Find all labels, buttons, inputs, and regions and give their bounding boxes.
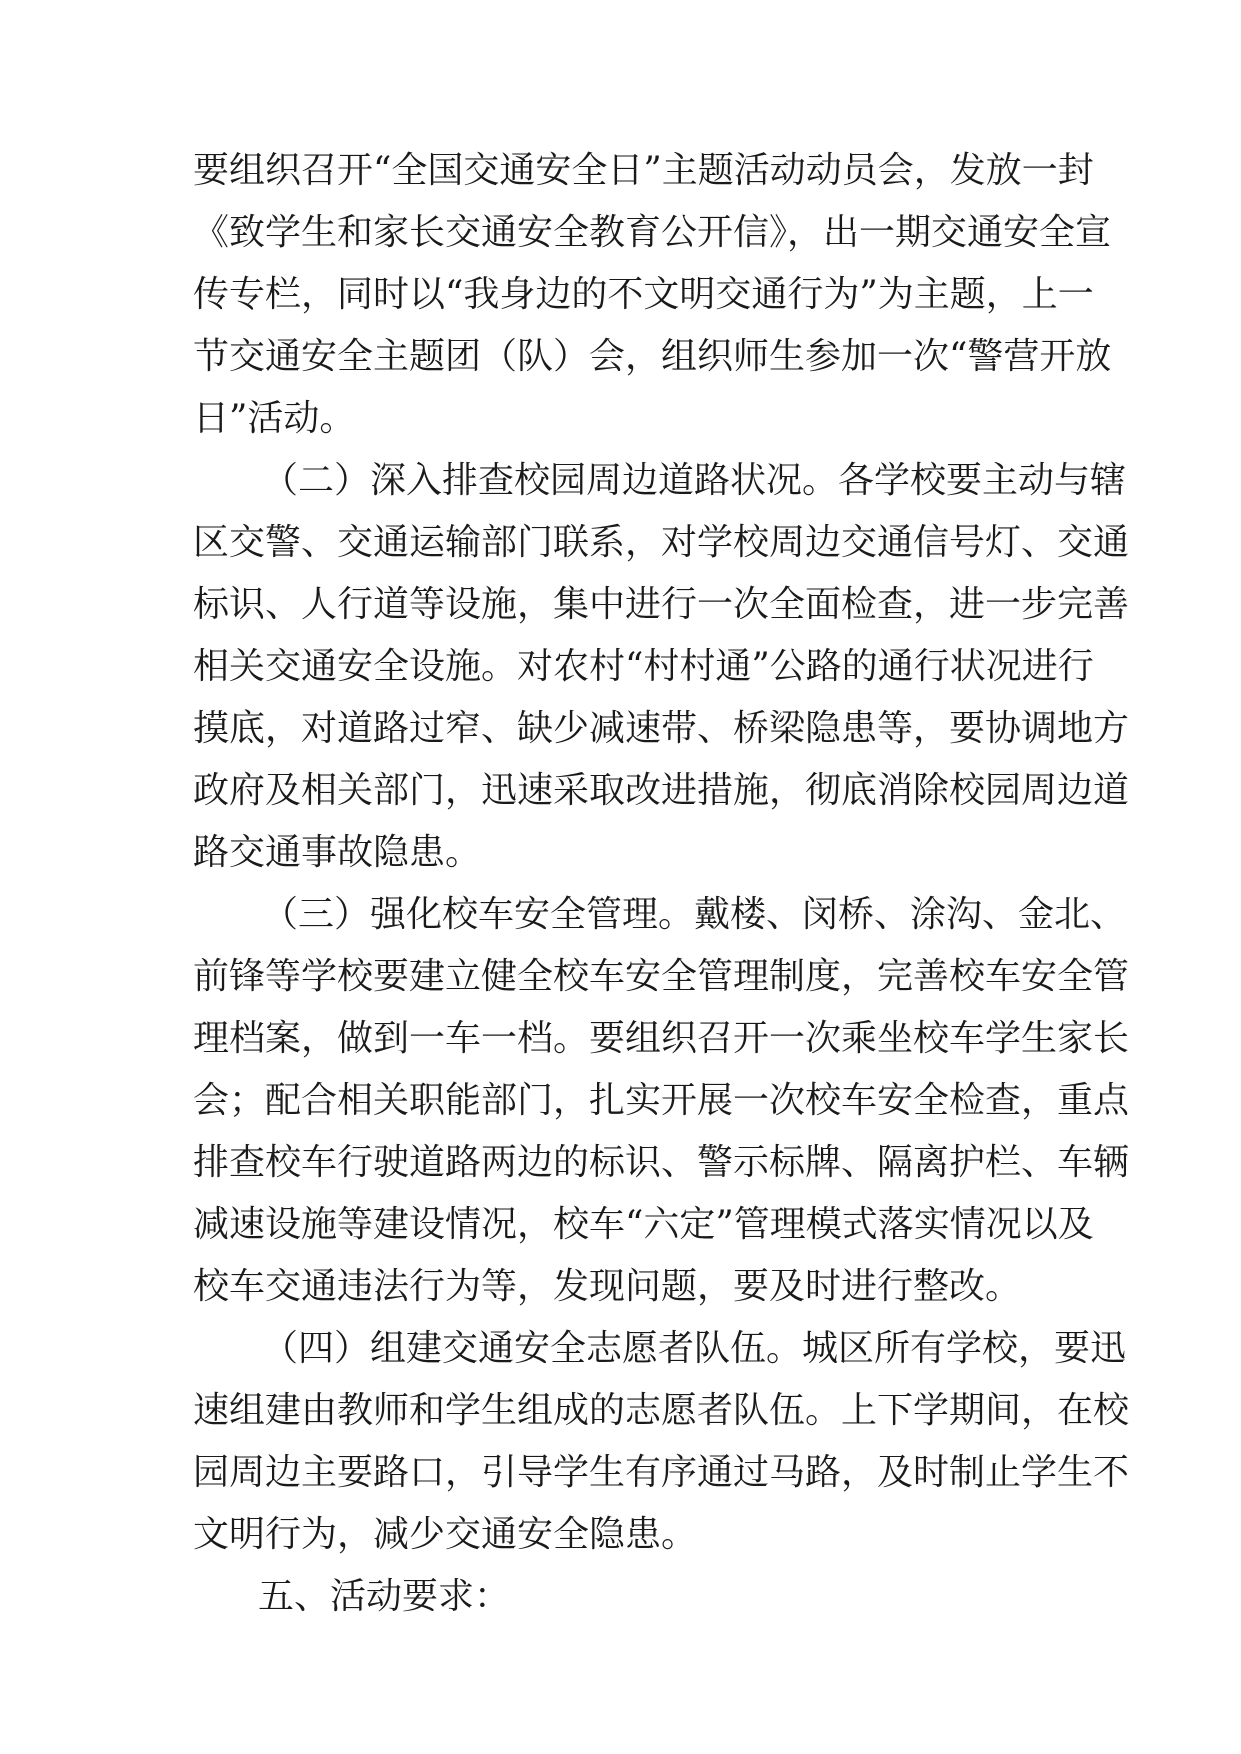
paragraph-first-line: （二）深入排查校园周边道路状况。各学校要主动与辖 [262,460,1127,501]
paragraph-line: 会；配合相关职能部门，扎实开展一次校车安全检查，重点 [193,1080,1130,1121]
paragraph-line: 路交通事故隐患。 [193,832,482,873]
paragraph-line: 相关交通安全设施。对农村“村村通”公路的通行状况进行 [193,646,1094,687]
paragraph-line: 校车交通违法行为等，发现问题，要及时进行整改。 [193,1266,1022,1307]
paragraph-line: 节交通安全主题团（队）会，组织师生参加一次“警营开放 [193,336,1112,377]
paragraph-line: 园周边主要路口，引导学生有序通过马路，及时制止学生不 [193,1452,1130,1493]
paragraph-line: 《致学生和家长交通安全教育公开信》，出一期交通安全宣 [193,212,1112,253]
paragraph-line: 文明行为，减少交通安全隐患。 [193,1514,698,1555]
paragraph-line: 传专栏，同时以“我身边的不文明交通行为”为主题，上一 [193,274,1094,315]
paragraph-first-line: （四）组建交通安全志愿者队伍。城区所有学校，要迅 [262,1328,1127,1369]
section-heading: 五、活动要求： [258,1576,511,1617]
paragraph-line: 要组织召开“全国交通安全日”主题活动动员会，发放一封 [193,150,1094,191]
paragraph-line: 减速设施等建设情况，校车“六定”管理模式落实情况以及 [193,1204,1094,1245]
paragraph-line: 日”活动。 [193,398,356,439]
paragraph-line: 速组建由教师和学生组成的志愿者队伍。上下学期间，在校 [193,1390,1130,1431]
paragraph-line: 前锋等学校要建立健全校车安全管理制度，完善校车安全管 [193,956,1130,997]
paragraph-line: 政府及相关部门，迅速采取改进措施，彻底消除校园周边道 [193,770,1130,811]
paragraph-line: 标识、人行道等设施，集中进行一次全面检查，进一步完善 [193,584,1130,625]
paragraph-line: 理档案，做到一车一档。要组织召开一次乘坐校车学生家长 [193,1018,1130,1059]
paragraph-line: 排查校车行驶道路两边的标识、警示标牌、隔离护栏、车辆 [193,1142,1130,1183]
paragraph-line: 区交警、交通运输部门联系，对学校周边交通信号灯、交通 [193,522,1130,563]
paragraph-first-line: （三）强化校车安全管理。戴楼、闵桥、涂沟、金北、 [262,894,1127,935]
paragraph-line: 摸底，对道路过窄、缺少减速带、桥梁隐患等，要协调地方 [193,708,1130,749]
